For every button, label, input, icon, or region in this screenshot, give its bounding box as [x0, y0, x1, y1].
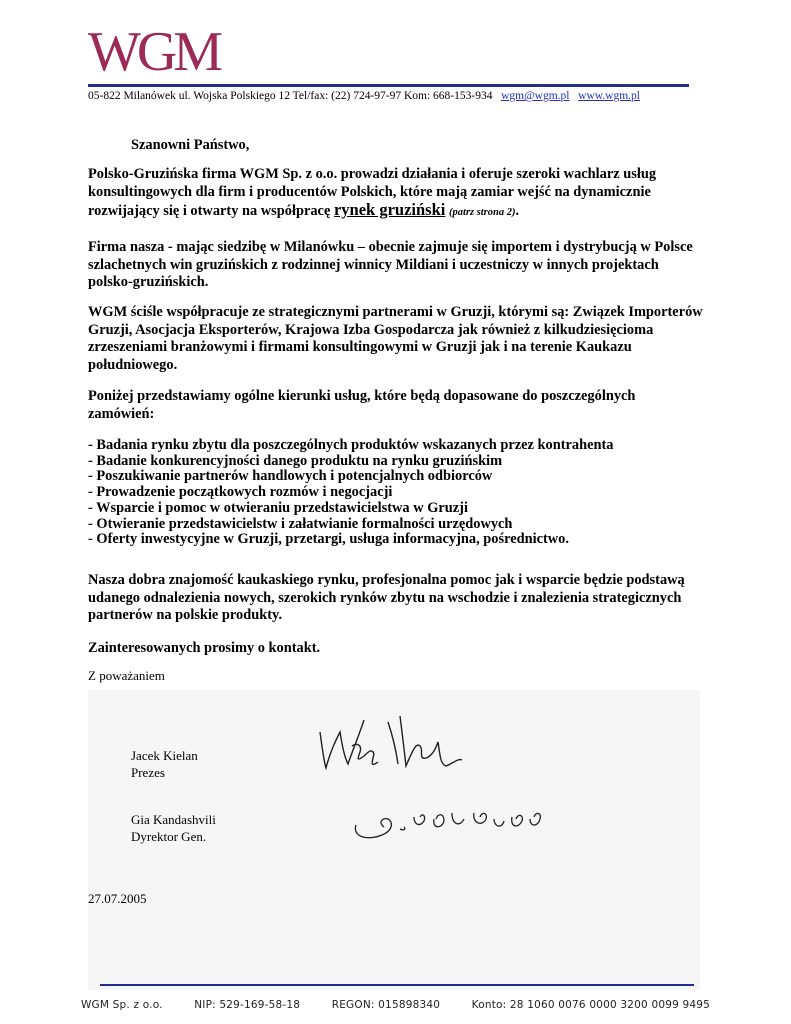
footer-company: WGM Sp. z o.o. [80, 999, 163, 1011]
footer-account: Konto: 28 1060 0076 0000 3200 0099 9495 [471, 999, 711, 1011]
list-item: - Badania rynku zbytu dla poszczególnych produktów wskazanych przez kontrahenta [88, 437, 614, 453]
email-link[interactable]: wgm@wgm.pl [501, 90, 570, 102]
signatory-1-name: Jacek Kielan [131, 748, 198, 763]
signature-jacek-kielan [312, 702, 482, 782]
list-item: - Oferty inwestycyjne w Gruzji, przetargi, usługa informacyjna, pośrednictwo. [88, 531, 569, 548]
signatory-1-title: Prezes [131, 765, 165, 780]
services-list [88, 438, 613, 548]
greeting: Szanowni Państwo, [131, 137, 250, 153]
company-address [88, 90, 708, 102]
paragraph-services-intro: Poniżej przedstawiamy ogólne kierunki usług, które będą dopasowane do poszczególnych zamówień: [88, 388, 636, 422]
paragraph-company: Firma nasza - mając siedzibę w Milanówku – obecnie zajmuje się importem i dystrybucją w Polsce szlachetnych win gruzińskich z rodzinnej winnicy Mildiani i uczestniczy w innych projektach polsko-gruzińskich. [88, 239, 693, 290]
list-item: - Poszukiwanie partnerów handlowych i potencjalnych odbiorców [88, 468, 493, 485]
paragraph-intro-end: . [515, 203, 520, 219]
website-link[interactable]: www.wgm.pl [578, 90, 641, 102]
paragraph-partners: WGM ściśle współpracuje ze strategicznymi partnerami w Gruzji, którymi są: Związek Importerów Gruzji, Asocjacja Eksporterów, Krajowa Izba Gospodarcza jak również z kilkudziesięcioma zrzeszeniami branżowymi i firmami konsultingowymi w Gruzji jak i na terenie Kaukazu południowego. [88, 304, 703, 373]
company-logo: WGM [88, 21, 220, 83]
highlight-market: rynek gruziński [333, 200, 446, 219]
address-text: 05-822 Milanówek ul. Wojska Polskiego 12 Tel/fax: (22) 724-97-97 Kom: 668-153-934 [88, 90, 493, 102]
paragraph-intro [88, 166, 703, 222]
signature-gia-kandashvili [348, 795, 568, 847]
paragraph-contact: Zainteresowanych prosimy o kontakt. [88, 640, 321, 656]
list-item: - Prowadzenie początkowych rozmów i negocjacji [88, 484, 393, 501]
list-item: - Badanie konkurencyjności danego produktu na rynku gruzińskim [88, 452, 503, 469]
closing-salutation: Z poważaniem [88, 668, 165, 683]
footer-regon: REGON: 015898340 [331, 999, 441, 1011]
paragraph-intro-text: Polsko-Gruzińska firma WGM Sp. z o.o. prowadzi działania i oferuje szeroki wachlarz usług konsultingowych dla firm i producentów Polskich, które mają zamiar wejść na dynamicznie rozwijający się i otwarty na współpracę [88, 166, 657, 219]
list-item: - Wsparcie i pomoc w otwieraniu przedstawicielstwa w Gruzji [88, 499, 468, 516]
footer-divider [100, 984, 694, 986]
signatory-2-name: Gia Kandashvili [131, 812, 216, 827]
letter-date: 27.07.2005 [88, 891, 147, 906]
footer-nip: NIP: 529-169-58-18 [194, 999, 301, 1011]
signatory-2-title: Dyrektor Gen. [131, 829, 207, 844]
header-divider [88, 84, 689, 87]
footer [0, 999, 791, 1011]
page-reference-note: (patrz strona 2) [448, 207, 516, 218]
list-item: - Otwieranie przedstawicielstw i załatwianie formalności urzędowych [88, 515, 513, 532]
paragraph-closing: Nasza dobra znajomość kaukaskiego rynku, profesjonalna pomoc jak i wsparcie będzie podstawą udanego odnalezienia nowych, szerokich rynków zbytu na wschodzie i znalezienia strategicznych partnerów na polskie produkty. [88, 572, 685, 623]
